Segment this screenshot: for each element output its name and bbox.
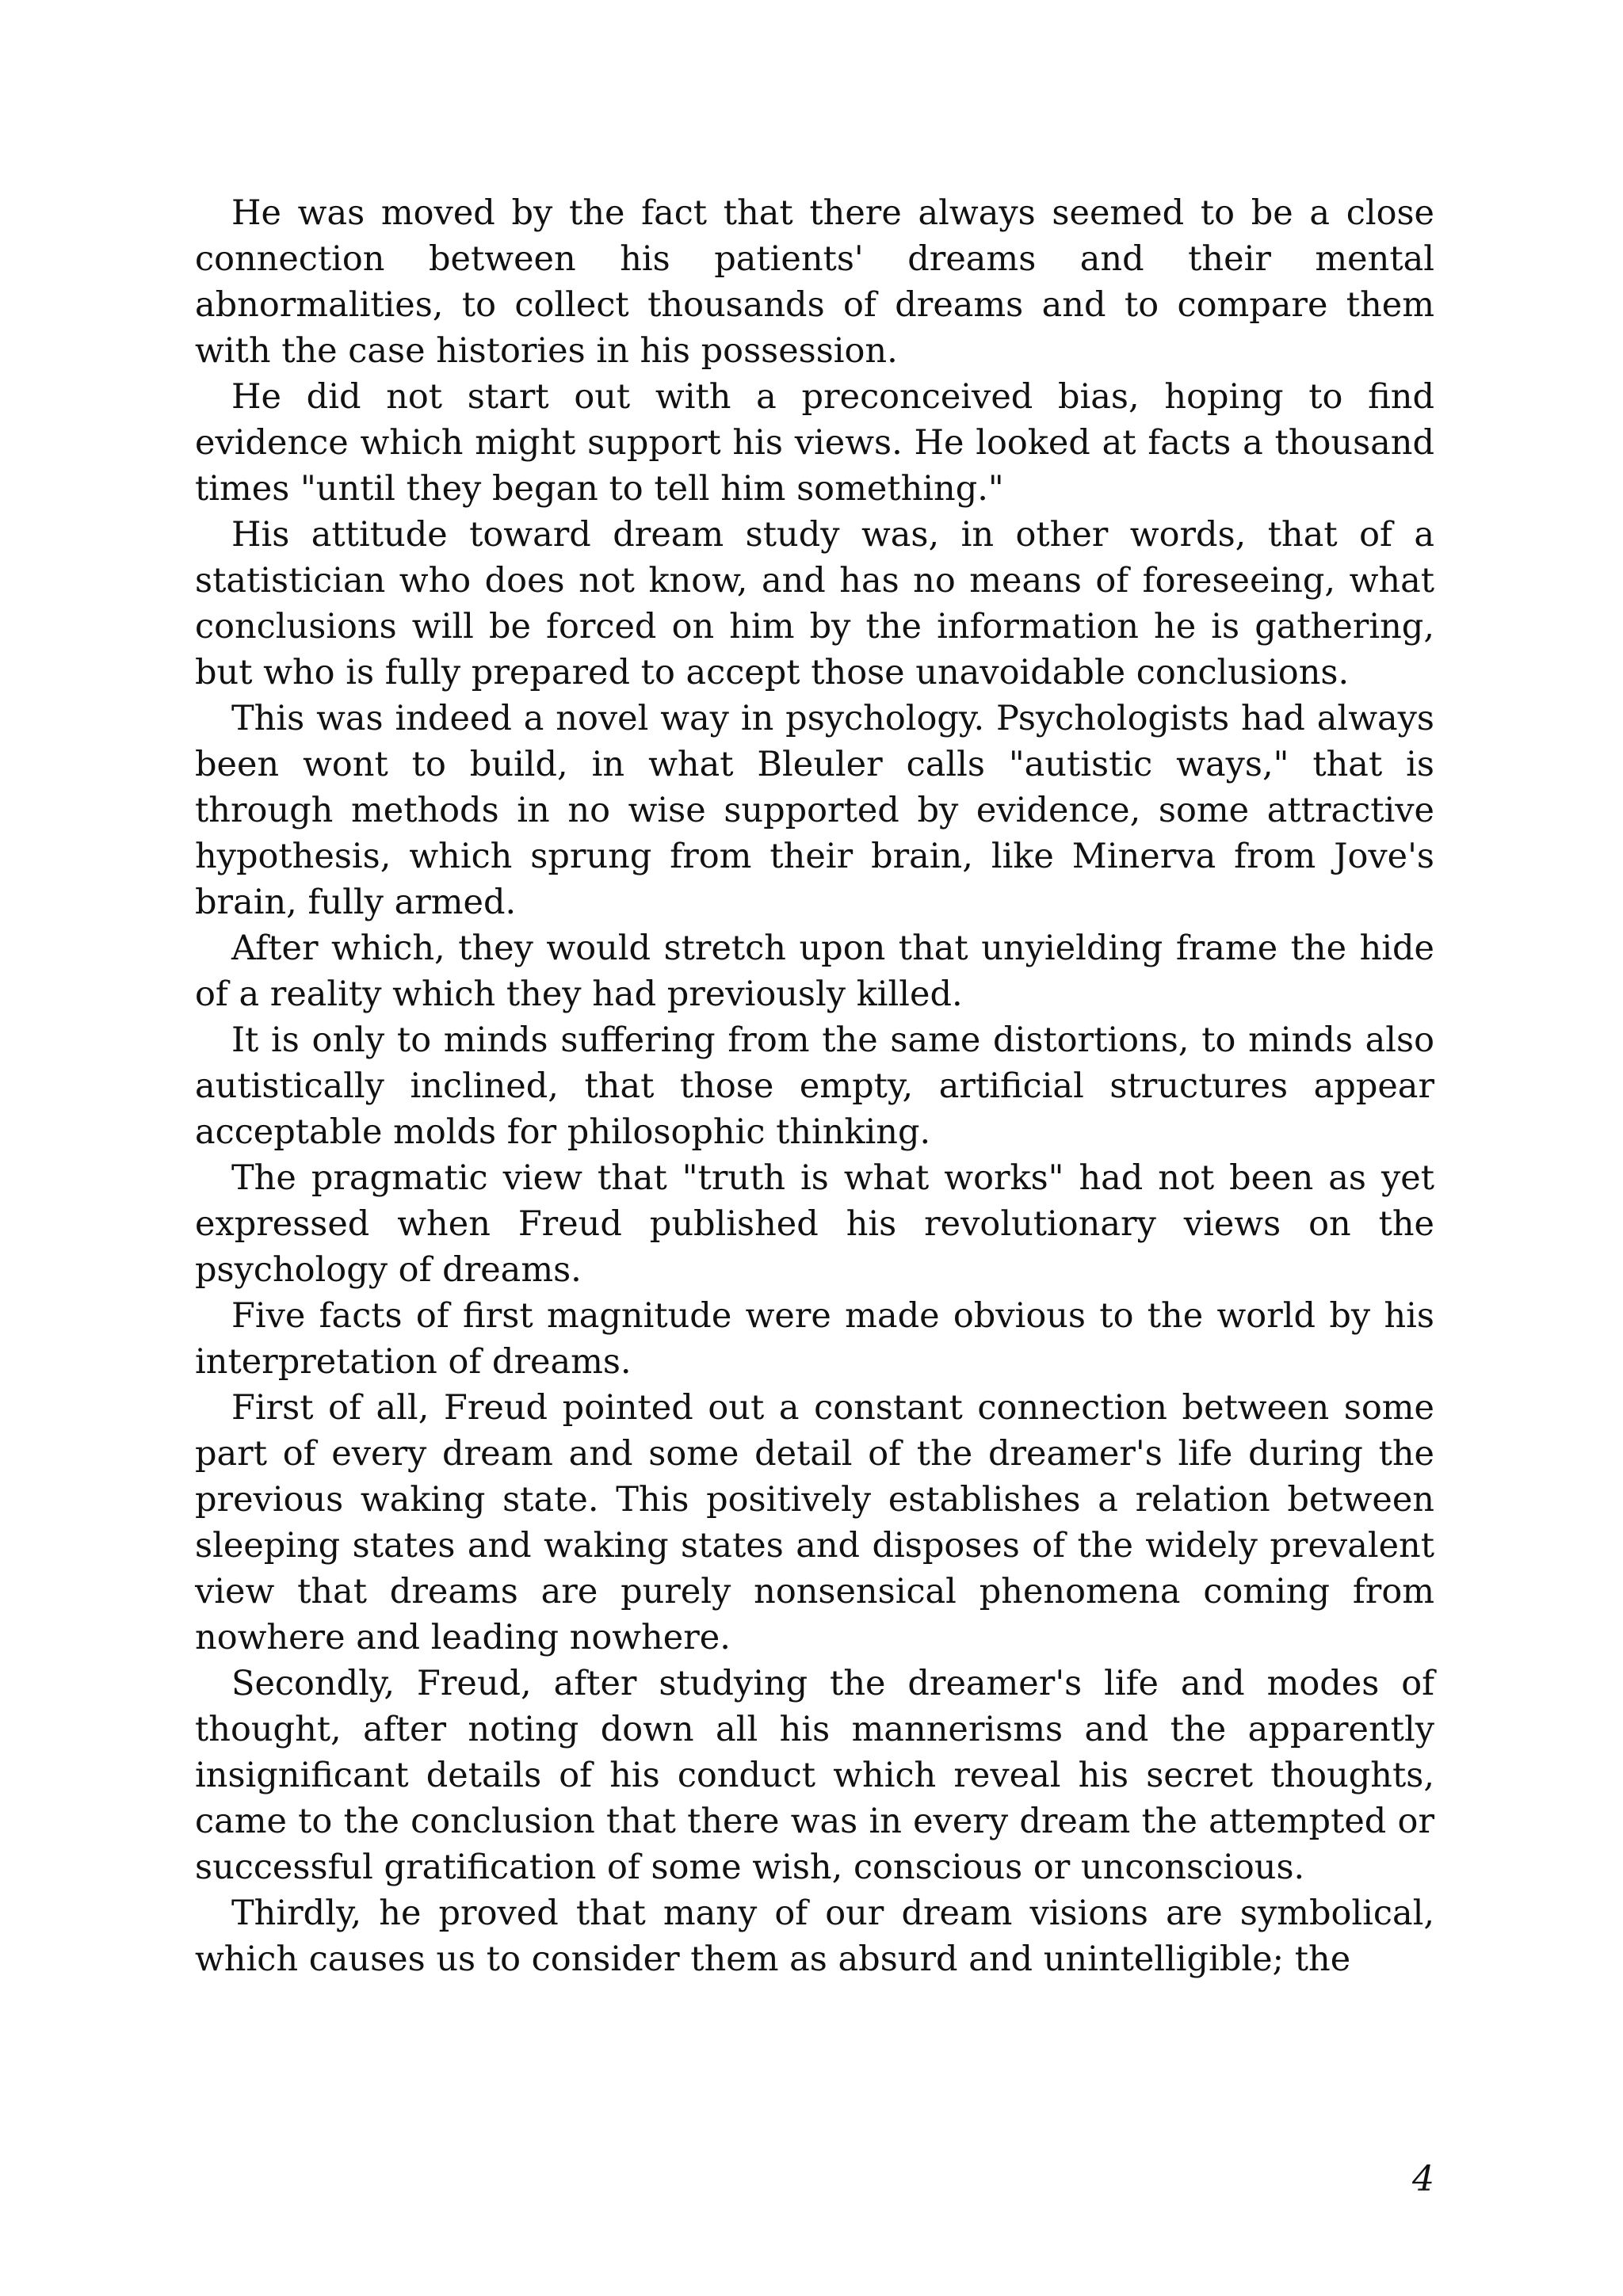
paragraph: Five facts of first magnitude were made obvious to the world by his interpretation of dreams. [195,1296,1434,1382]
paragraph: His attitude toward dream study was, in other words, that of a statistician who does not know, and has no means of foreseeing, what conclusions will be forced on him by the information he is gathering, but who is fully prepared to accept those unavoidable conclusions. [195,515,1434,692]
paragraph: The pragmatic view that "truth is what works" had not been as yet expressed when Freud published his revolutionary views on the psychology of dreams. [195,1158,1434,1290]
paragraph: It is only to minds suffering from the same distortions, to minds also autistically inclined, that those empty, artificial structures appear acceptable molds for philosophic thinking. [195,1020,1434,1152]
body-text [195,190,1434,1982]
paragraph: After which, they would stretch upon that unyielding frame the hide of a reality which they had previously killed. [195,929,1434,1014]
paragraph: This was indeed a novel way in psychology. Psychologists had always been wont to build, in what Bleuler calls "autistic ways," that is through methods in no wise supported by evidence, some attractive hypothesis, which sprung from their brain, like Minerva from Jove's brain, fully armed. [195,699,1434,922]
paragraph: First of all, Freud pointed out a constant connection between some part of every dream and some detail of the dreamer's life during the previous waking state. This positively establishes a relation between sleeping states and waking states and disposes of the widely prevalent view that dreams are purely nonsensical phenomena coming from nowhere and leading nowhere. [195,1388,1434,1657]
paragraph: He did not start out with a preconceived bias, hoping to find evidence which might support his views. He looked at facts a thousand times "until they began to tell him something." [195,377,1434,509]
paragraph: Thirdly, he proved that many of our dream visions are symbolical, which causes us to consider them as absurd and unintelligible; the [195,1894,1434,1979]
paragraph: Secondly, Freud, after studying the dreamer's life and modes of thought, after noting down all his mannerisms and the apparently insignificant details of his conduct which reveal his secret thoughts, came to the conclusion that there was in every dream the attempted or successful gratification of some wish, conscious or unconscious. [195,1664,1434,1887]
paragraph: He was moved by the fact that there always seemed to be a close connection between his patients' dreams and their mental abnormalities, to collect thousands of dreams and to compare them with the case histories in his possession. [195,193,1434,371]
page-number: 4 [1412,2159,1434,2199]
